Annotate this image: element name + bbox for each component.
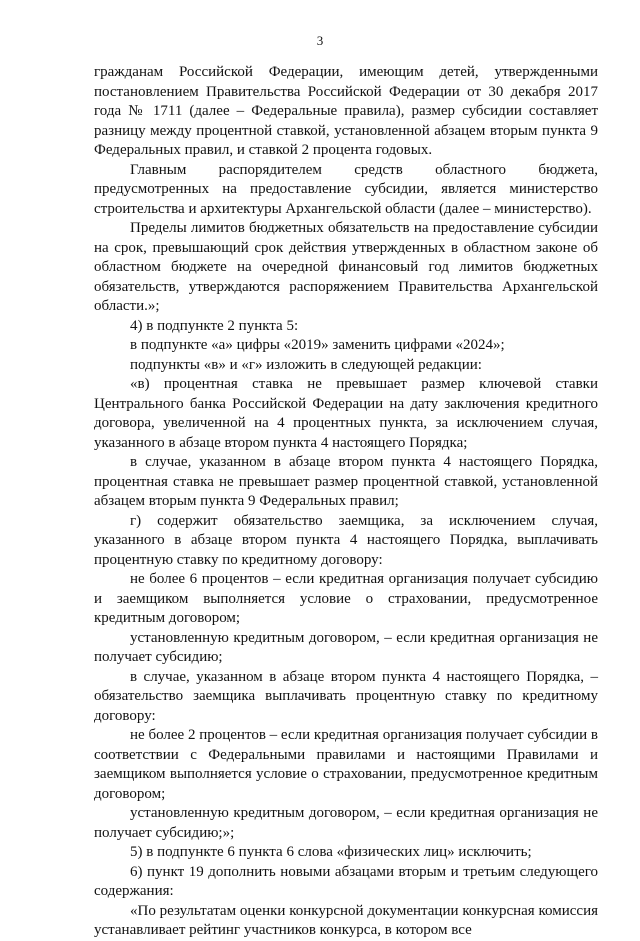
paragraph: в случае, указанном в абзаце втором пункта 4 настоящего Порядка, – обязательство заемщика выплачивать процентную ставку по кредитному договору: <box>94 668 598 724</box>
paragraph: установленную кредитным договором, – если кредитная организация не получает субсидию; <box>94 629 598 665</box>
paragraph: г) содержит обязательство заемщика, за исключением случая, указанного в абзаце втором пункта 4 настоящего Порядка, выплачивать процентную ставку по кредитному договору: <box>94 512 598 568</box>
document-body <box>94 63 598 941</box>
page-number: 3 <box>316 33 324 48</box>
paragraph: установленную кредитным договором, – если кредитная организация не получает субсидию;»; <box>94 805 598 841</box>
paragraph: 5) в подпункте 6 пункта 6 слова «физических лиц» исключить; <box>130 844 532 860</box>
paragraph: «По результатам оценки конкурсной документации конкурсная комиссия устанавливает рейтинг участников конкурса, в котором все <box>94 902 598 938</box>
paragraph: не более 2 процентов – если кредитная организация получает субсидии в соответствии с Федеральными правилами и настоящими Правилами и заемщиком выполняется условие о страховании, предусмотренное кредитным договором; <box>94 727 598 802</box>
paragraph: Главным распорядителем средств областного бюджета, предусмотренных на предоставление субсидии, является министерство строительства и архитектуры Архангельской области (далее – министерство). <box>94 161 598 217</box>
paragraph: гражданам Российской Федерации, имеющим детей, утвержденными постановлением Правительства Российской Федерации от 30 декабря 2017 года № 1711 (далее – Федеральные правила), размер субсидии составляет разницу между процентной ставкой, установленной абзацем вторым пункта 9 Федеральных правил, и ставкой 2 процента годовых. <box>94 64 598 158</box>
paragraph: подпункты «в» и «г» изложить в следующей редакции: <box>130 356 482 373</box>
paragraph: не более 6 процентов – если кредитная организация получает субсидию и заемщиком выполняется условие о страховании, предусмотренное кредитным договором; <box>94 571 598 626</box>
paragraph: 4) в подпункте 2 пункта 5: <box>130 317 299 334</box>
paragraph: в случае, указанном в абзаце втором пункта 4 настоящего Порядка, процентная ставка не превышает размер процентной ставкой, установленной абзацем вторым пункта 9 Федеральных правил; <box>94 454 598 509</box>
paragraph: 6) пункт 19 дополнить новыми абзацами вторым и третьим следующего содержания: <box>94 863 598 899</box>
paragraph: «в) процентная ставка не превышает размер ключевой ставки Центрального банка Российской Федерации на дату заключения кредитного договора, увеличенной на 4 процентных пункта, за исключением случая, указанного в абзаце втором пункта 4 настоящего Порядка; <box>94 376 598 451</box>
paragraph: Пределы лимитов бюджетных обязательств на предоставление субсидии на срок, превышающий срок действия утвержденных в областном законе об областном бюджете на очередной финансовый год лимитов бюджетных обязательств, утверждаются распоряжением Правительства Архангельской области.»; <box>94 220 598 314</box>
paragraph: в подпункте «а» цифры «2019» заменить цифрами «2024»; <box>130 337 505 353</box>
